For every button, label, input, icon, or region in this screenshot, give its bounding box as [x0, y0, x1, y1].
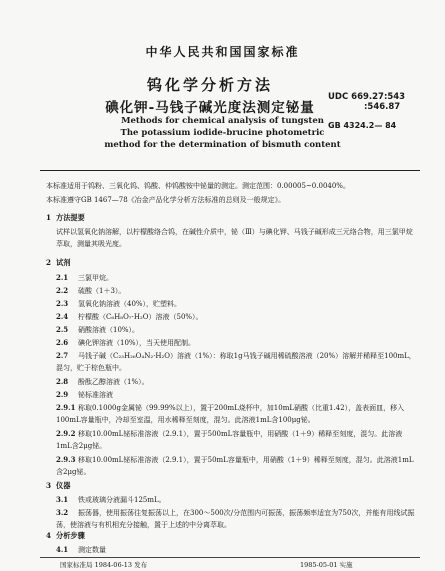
list-item	[56, 285, 125, 297]
list-item	[56, 402, 416, 426]
item-number: 2.9.3	[56, 455, 76, 464]
item-text: 马钱子碱（C₂₃H₂₆O₄N₂·H₂O）溶液（1%）：称取1g马钱子碱用稀硫酸溶液（20%）溶解并稀释至100mL，混匀，贮于棕色瓶中。	[56, 352, 416, 372]
english-title-line3: method for the determination of bismuth content	[104, 140, 341, 150]
item-number: 2.9.2	[56, 429, 76, 438]
section-1-title: 方法提要	[56, 213, 85, 222]
item-number: 2.9	[56, 390, 69, 399]
section-2-heading	[46, 258, 70, 268]
list-item	[56, 494, 166, 506]
list-item	[56, 272, 113, 284]
section-3-number: 3	[46, 481, 52, 490]
item-text: 铋标准溶液	[78, 391, 113, 399]
footer-rule	[40, 557, 420, 558]
udc-code	[328, 92, 405, 112]
item-text: 硝酸溶液（10%）。	[78, 326, 140, 334]
standard-name: 中华人民共和国国家标准	[145, 45, 300, 59]
list-item	[56, 337, 195, 349]
item-text: 碘化钾溶液（10%），当天使用配制。	[78, 339, 196, 347]
item-text: 酚酞乙醇溶液（1%）。	[78, 378, 149, 386]
item-number: 3.2	[56, 508, 69, 517]
item-text: 振荡器，使用振荡往复振荡以上，在300～500次/分范围内可振荡，振荡频率适宜为750次，并能有用线试振荡，使溶液与有机相充分接触，置于上述的中分离萃取。	[56, 509, 415, 529]
item-text: 铁或玻璃分液漏斗125mL。	[78, 496, 166, 504]
item-number: 2.2	[56, 286, 69, 295]
list-item	[56, 324, 139, 336]
item-number: 2.7	[56, 351, 69, 360]
header-rule	[40, 170, 420, 171]
item-number: 4.1	[56, 545, 69, 554]
list-item	[56, 428, 416, 452]
list-item	[56, 350, 416, 374]
list-item	[56, 389, 113, 401]
item-number: 2.5	[56, 325, 69, 334]
item-number: 2.9.1	[56, 403, 76, 412]
section-1-heading	[46, 213, 85, 223]
english-title-line2: The potassium iodide-brucine photometric	[120, 128, 325, 138]
udc-line1: UDC 669.27:543	[328, 92, 406, 102]
item-text: 称取0.1000g金属铋（99.99%以上），置于200mL烧杯中，加10mL硝酸（比重1.42），盖表面皿，移入100mL容量瓶中，冷却至室温，用水稀释至刻度，混匀。此溶液1mL含100μg铋。	[56, 404, 405, 424]
section-4-number: 4	[46, 531, 52, 540]
section-1-paragraph: 试样以氢氧化钠溶解，以柠檬酸络合钨，在碱性介质中，铋（Ⅲ）与碘化钾、马钱子碱形成三元络合物，用三氯甲烷萃取，测量其吸光度。	[56, 228, 413, 248]
item-number: 3.1	[56, 495, 69, 504]
section-3-title: 仪器	[56, 481, 71, 490]
section-2-number: 2	[46, 258, 52, 267]
list-item	[56, 376, 149, 388]
footer-issued: 国家标准局 1984-06-13 发布	[60, 561, 148, 569]
gb-number: GB 4324.2— 84	[328, 121, 397, 130]
item-text: 移取10.00mL铋标准溶液（2.9.1），置于500mL容量瓶中，用硝酸（1＋9）稀释至刻度，混匀。此溶液1mL含2μg铋。	[56, 430, 403, 450]
title-line2: 碘化钾-马钱子碱光度法测定铋量	[105, 100, 315, 116]
item-number: 2.3	[56, 299, 69, 308]
item-text: 测定数量	[78, 546, 106, 554]
item-number: 2.6	[56, 338, 69, 347]
item-text: 移取10.00mL铋标准溶液（2.9.1），置于50mL容量瓶中，用硝酸（1＋9）稀释至刻度，混匀。此溶液1mL含2μg铋。	[56, 456, 414, 476]
intro-line2: 本标准遵守GB 1467—78《冶金产品化学分析方法标准的总则及一般规定》。	[46, 196, 286, 204]
section-3-heading	[46, 481, 70, 491]
item-text: 柠檬酸（C₆H₈O₇·H₂O）溶液（50%）。	[78, 313, 203, 321]
list-item	[56, 298, 181, 310]
item-text: 硫酸（1＋3）。	[78, 287, 126, 295]
item-text: 三氯甲烷。	[78, 274, 113, 282]
list-item	[56, 454, 416, 478]
item-number: 2.1	[56, 273, 69, 282]
udc-line2: :546.87	[364, 102, 401, 112]
section-1-number: 1	[46, 213, 52, 222]
item-number: 2.4	[56, 312, 69, 321]
section-2-title: 试剂	[56, 258, 71, 267]
list-item	[56, 507, 416, 531]
item-number: 2.8	[56, 377, 69, 386]
section-4-title: 分析步骤	[56, 531, 85, 540]
list-item	[56, 311, 203, 323]
section-4-heading	[46, 531, 85, 541]
intro-line1: 本标准适用于钨粉、三氧化钨、钨酸、仲钨酸铵中铋量的测定。测定范围：0.00005~0.0040%。	[46, 182, 350, 190]
english-title-line1: Methods for chemical analysis of tungsten	[121, 116, 324, 126]
footer-effective: 1985-05-01 实施	[300, 561, 353, 569]
item-text: 氢氧化钠溶液（40%），贮塑料。	[78, 300, 182, 308]
list-item	[56, 544, 106, 556]
title-line1: 钨化学分析方法	[146, 76, 273, 94]
